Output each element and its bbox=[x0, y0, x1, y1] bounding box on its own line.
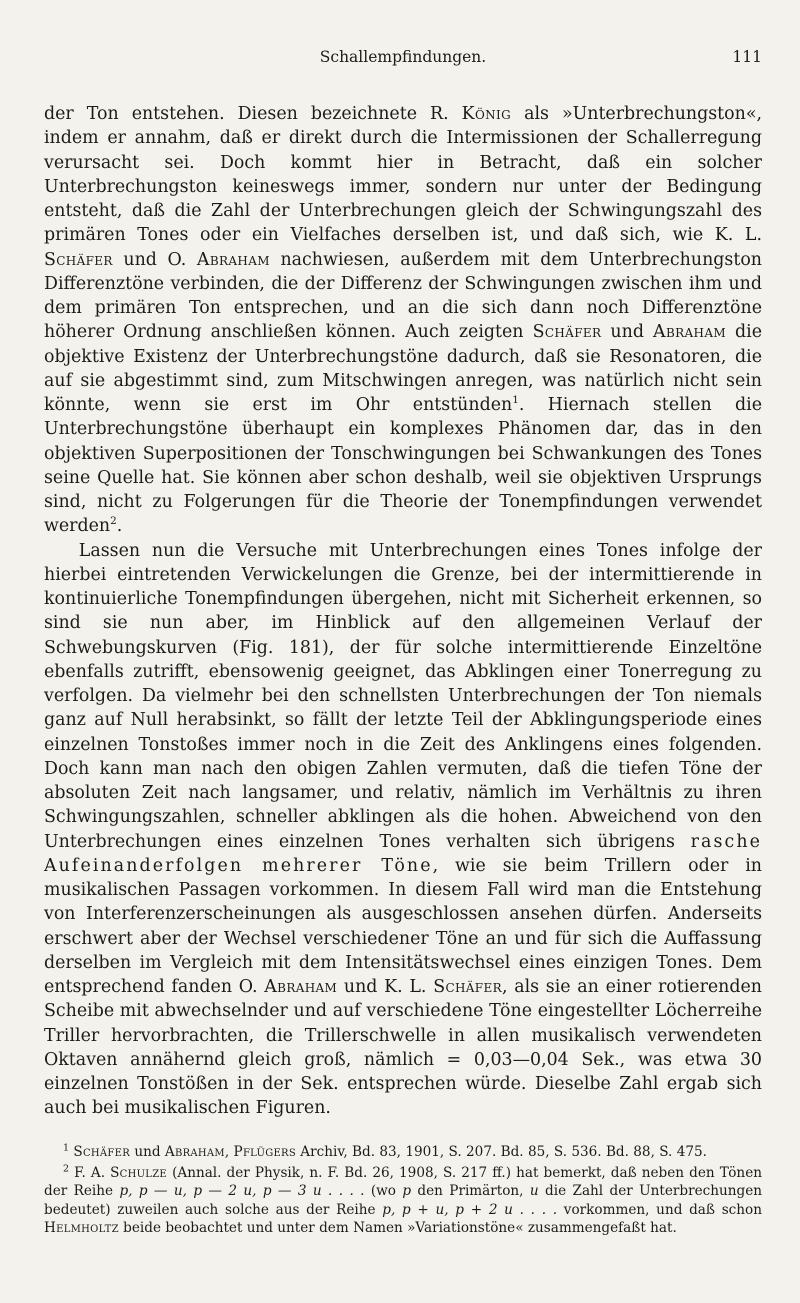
footnote-2: $^2$ F. A. Schulze (Annal. der Physik, n. F. Bd. 26, 1908, S. 217 ff.) hat bemerkt, daß neben den Tönen der Reihe p, p — u, p — 2 u, p — 3 u . . . . (wo p den Primärton, u die Zahl der Unterbrechungen bedeutet) zuweilen auch solche aus der Reihe p, p + u, p + 2 u . . . . vorkommen, und daß schon Helmholtz beide beobachtet und unter dem Namen »Variationstöne« zusammengefaßt hat. bbox=[44, 1163, 762, 1237]
running-head bbox=[44, 48, 762, 72]
author-name: Abraham bbox=[164, 1143, 225, 1160]
author-name: Schäfer bbox=[532, 322, 602, 343]
page-number: 111 bbox=[732, 48, 762, 66]
author-name: Pflügers bbox=[233, 1143, 296, 1160]
author-name: Abraham bbox=[196, 249, 270, 270]
author-name: Schäfer bbox=[44, 249, 113, 270]
math-expression: p, p + u, p + 2 u . . . . bbox=[382, 1201, 558, 1218]
footnote-ref: 2 bbox=[110, 515, 117, 528]
book-page bbox=[44, 48, 762, 1241]
paragraph-1: der Ton entstehen. Diesen bezeichnete R. König als »Unterbrechungston«, indem er annahm, daß er direkt durch die Intermissionen der Schallerregung verursacht sei. Doch kommt hier in Betracht, daß ein solcher Unterbrechungston keineswegs immer, sondern nur unter der Bedingung entsteht, daß die Zahl der Unterbrechungen gleich der Schwingungszahl des primären Tones oder ein Vielfaches derselben ist, und daß sich, wie K. L. Schäfer und O. Abraham nachwiesen, außerdem mit dem Unterbrechungston Differenztöne verbinden, die der Differenz der Schwingungen zwischen ihm und dem primären Ton entsprechen, und an die sich dann noch Differenztöne höherer Ordnung anschließen können. Auch zeigten Schäfer und Abraham die objektive Existenz der Unterbrechungstöne dadurch, daß sie Resonatoren, die auf sie abgestimmt sind, zum Mitschwingen anregen, was natürlich nicht sein könnte, wenn sie erst im Ohr entstünden$^1$. Hiernach stellen die Unterbrechungstöne überhaupt ein komplexes Phänomen dar, das in den objektiven Superpositionen der Tonschwingungen bei Schwankungen des Tones seine Quelle hat. Sie können aber schon deshalb, weil sie objektiven Ursprungs sind, nicht zu Folgerungen für die Theorie der Tonempfindungen verwendet werden$^2$. bbox=[44, 104, 763, 537]
author-name: Helmholtz bbox=[44, 1220, 119, 1237]
footnotes bbox=[44, 1143, 762, 1238]
author-name: Schulze bbox=[110, 1164, 167, 1181]
running-title: Schallempfindungen. bbox=[319, 48, 487, 66]
footnote-ref: 1 bbox=[512, 394, 519, 407]
body-text bbox=[44, 102, 762, 1121]
author-name: Schäfer bbox=[73, 1143, 130, 1160]
math-symbol: u bbox=[529, 1183, 539, 1200]
footnote-1: $^1$ Schäfer und Abraham, Pflügers Archiv, Bd. 83, 1901, S. 207. Bd. 85, S. 536. Bd. 88, S. 475. bbox=[63, 1141, 707, 1160]
author-name: Schäfer bbox=[433, 977, 502, 997]
author-name: König bbox=[461, 104, 512, 124]
math-symbol: p bbox=[402, 1183, 412, 1200]
author-name: Abraham bbox=[264, 977, 338, 997]
paragraph-2: Lassen nun die Versuche mit Unterbrechungen eines Tones infolge der hierbei eintretenden Verwickelungen die Grenze, bei der intermittierende in kontinuierliche Tonempfindungen übergehen, nicht mit Sicherheit erkennen, so sind sie nun aber, im Hinblick auf den allgemeinen Verlauf der Schwebungskurven (Fig. 181), der für solche intermittierende Einzeltöne ebenfalls zutrifft, ebensowenig geeignet, das Abklingen einer Tonerregung zu verfolgen. Da vielmehr bei den schnellsten Unterbrechungen der Ton niemals ganz auf Null herabsinkt, so fällt der letzte Teil der Abklingungsperiode eines einzelnen Tonstoßes immer noch in die Zeit des Anklingens eines folgenden. Doch kann man nach den obigen Zahlen vermuten, daß die tiefen Töne der absoluten Zeit nach langsamer, und relativ, nämlich im Verhältnis zu ihren Schwingungszahlen, schneller abklingen als die hohen. Abweichend von den Unterbrechungen eines einzelnen Tones verhalten sich übrigens rasche Aufeinanderfolgen mehrerer Töne, wie sie beim Trillern oder in musikalischen Passagen vorkommen. In diesem Fall wird man die Entstehung von Interferenzerscheinungen als ausgeschlossen ansehen dürfen. Anderseits erschwert aber der Wechsel verschiedener Töne an und für sich die Auffassung derselben im Vergleich mit dem Intensitätswechsel eines einzigen Tones. Dem entsprechend fanden O. Abraham und K. L. Schäfer, als sie an einer rotierenden Scheibe mit abwechselnder und auf verschiedene Töne eingestellter Löcherreihe Triller hervorbrachten, die Trillerschwelle in allen musikalisch verwendeten Oktaven annähernd gleich groß, nämlich = 0,03—0,04 Sek., was etwa 30 einzelnen Tonstößen in der Sek. entsprechen würde. Dieselbe Zahl ergab sich auch bei musikalischen Figuren. bbox=[44, 540, 762, 1119]
math-expression: p, p — u, p — 2 u, p — 3 u . . . . bbox=[119, 1183, 365, 1200]
author-name: Abraham bbox=[653, 322, 726, 343]
emphasized-text: rasche Aufeinanderfolgen mehrerer Töne bbox=[44, 831, 762, 876]
